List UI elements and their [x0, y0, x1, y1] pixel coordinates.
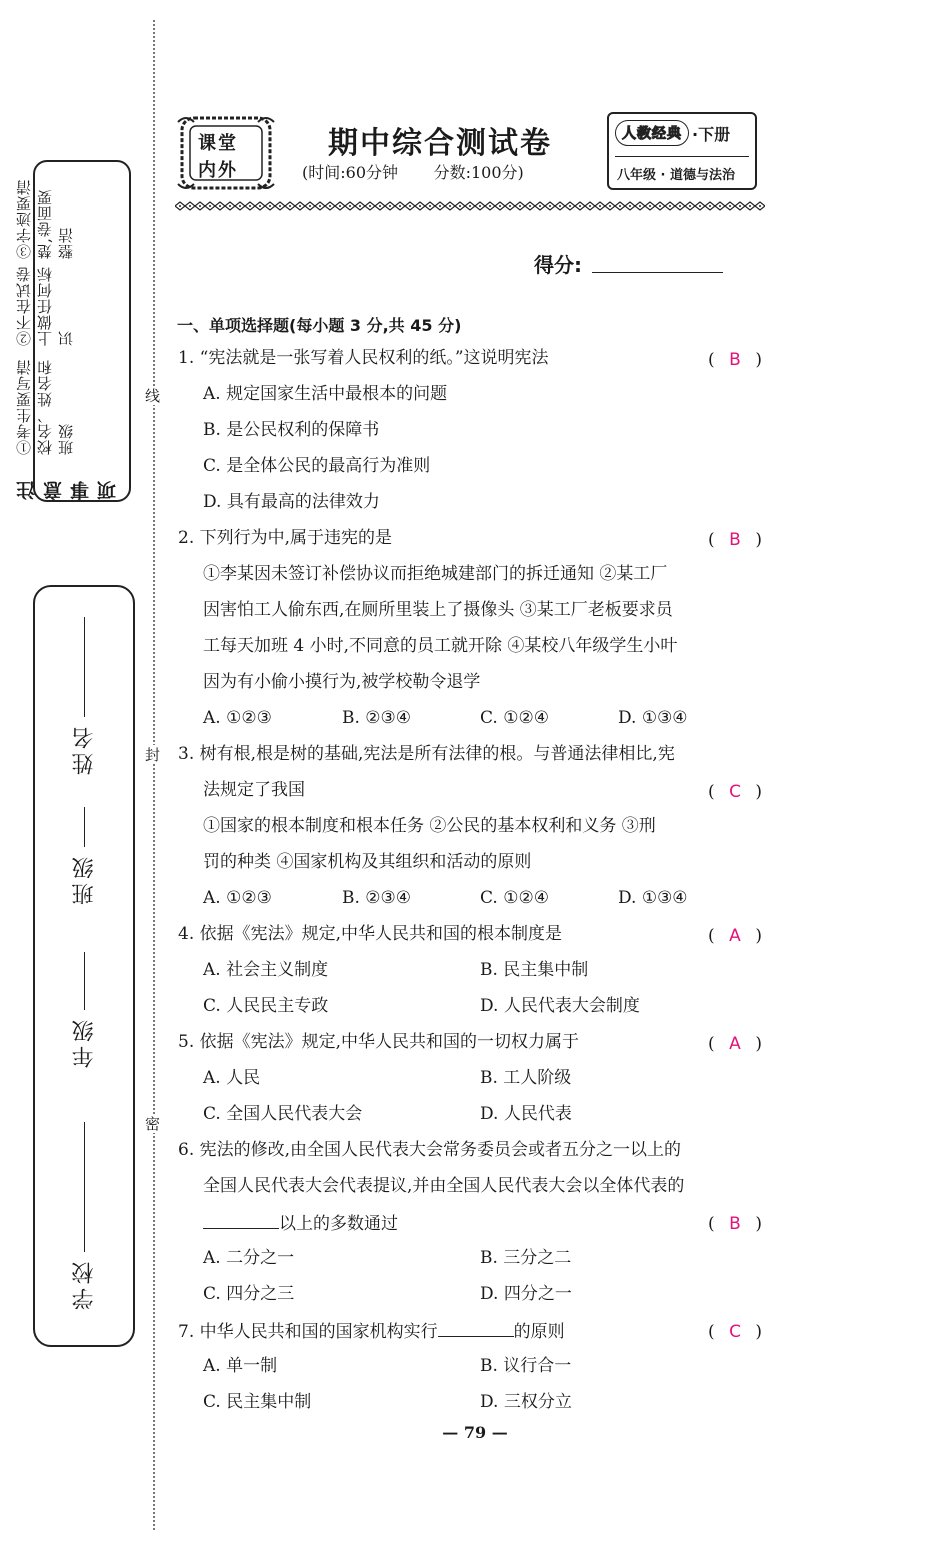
- option: A. 规定国家生活中最根本的问题: [203, 384, 448, 404]
- answer-letter: B: [729, 350, 741, 370]
- option: B. 工人阶级: [480, 1068, 572, 1088]
- question-3-stem-cont: 法规定了我国: [203, 780, 305, 800]
- question-3-item-line: 罚的种类 ④国家机构及其组织和活动的原则: [203, 852, 532, 872]
- student-info-box: [33, 585, 135, 1347]
- answer-letter: A: [729, 1034, 741, 1054]
- bind-mark-feng: 封: [143, 747, 161, 762]
- question-6-stem-end: 以上的多数通过: [203, 1214, 398, 1233]
- option: C. 全国人民代表大会: [203, 1104, 363, 1124]
- badge-series-name: 人教经典: [615, 120, 689, 146]
- question-5-answer: ( A ): [708, 1034, 762, 1054]
- logo-text-top: 课堂: [198, 133, 238, 154]
- option: D. 三权分立: [480, 1392, 572, 1412]
- question-2-stem: 2. 下列行为中,属于违宪的是: [178, 528, 393, 548]
- logo-text-bottom: 内外: [198, 160, 238, 181]
- question-6-stem: 6. 宪法的修改,由全国人民代表大会常务委员会或者五分之一以上的: [178, 1140, 682, 1160]
- option: B. 三分之二: [480, 1248, 572, 1268]
- bind-mark-mi: 密: [143, 1116, 161, 1131]
- score-label: 得分:: [534, 253, 582, 277]
- school-write-line[interactable]: [84, 1122, 85, 1252]
- badge-subject: 八年级 · 道德与法治: [617, 168, 735, 183]
- question-6-stem-cont: 全国人民代表大会代表提议,并由全国人民代表大会以全体代表的: [203, 1176, 685, 1196]
- option: A. ①②③: [203, 888, 272, 908]
- option: C. ①②④: [480, 888, 549, 908]
- option: B. 是公民权利的保障书: [203, 420, 380, 440]
- ornament-divider: [175, 201, 765, 211]
- school-field[interactable]: [35, 1122, 133, 1310]
- notice-title: 注意事项: [16, 478, 119, 500]
- option: C. 四分之三: [203, 1284, 295, 1304]
- class-field[interactable]: [35, 807, 133, 905]
- question-3-stem: 3. 树有根,根是树的基础,宪法是所有法律的根。与普通法律相比,宪: [178, 744, 675, 764]
- exam-meta: (时间:60分钟 分数:100分): [302, 163, 524, 182]
- question-1-stem: 1. “宪法就是一张写着人民权利的纸。”这说明宪法: [178, 348, 549, 368]
- class-label: 班级: [71, 853, 97, 905]
- notice-item: ②不在试卷上做任何标识: [15, 265, 75, 346]
- answer-letter: C: [729, 1322, 741, 1342]
- answer-letter: A: [729, 926, 741, 946]
- option: D. ①③④: [618, 708, 688, 728]
- fill-blank[interactable]: [438, 1322, 514, 1337]
- option: A. ①②③: [203, 708, 272, 728]
- option: A. 社会主义制度: [203, 960, 329, 980]
- option: D. ①③④: [618, 888, 688, 908]
- option: C. 民主集中制: [203, 1392, 312, 1412]
- option: A. 人民: [203, 1068, 261, 1088]
- answer-letter: C: [729, 782, 741, 802]
- question-2-item-line: ①李某因未签订补偿协议而拒绝城建部门的拆迁通知 ②某工厂: [203, 564, 668, 584]
- option: B. ②③④: [342, 888, 412, 908]
- question-2-answer: ( B ): [708, 530, 762, 550]
- badge-divider: [615, 156, 749, 157]
- name-label: 姓名: [71, 723, 97, 775]
- question-7-stem: 7. 中华人民共和国的国家机构实行 的原则: [178, 1322, 565, 1342]
- fill-blank[interactable]: [203, 1214, 279, 1229]
- answer-letter: B: [729, 1214, 741, 1234]
- question-1-answer: ( B ): [708, 350, 762, 370]
- option: B. 民主集中制: [480, 960, 589, 980]
- class-write-line[interactable]: [84, 807, 85, 847]
- answer-letter: B: [729, 530, 741, 550]
- question-2-item-line: 工每天加班 4 小时,不同意的员工就开除 ④某校八年级学生小叶: [203, 636, 678, 656]
- option: C. 人民民主专政: [203, 996, 329, 1016]
- notice-item: ③字迹要清楚,卷面要整洁: [15, 179, 75, 260]
- question-3-answer: ( C ): [708, 782, 762, 802]
- exam-title: 期中综合测试卷: [328, 126, 552, 161]
- grade-label: 年级: [71, 1016, 97, 1068]
- badge-term: ·下册: [692, 124, 731, 144]
- question-2-item-line: 因害怕工人偷东西,在厕所里装上了摄像头 ③某工厂老板要求员: [203, 600, 673, 620]
- notice-box: [15, 160, 131, 502]
- notice-item: ①考生要写清校名、姓名和班级: [15, 358, 75, 455]
- bind-mark-xian: 线: [143, 388, 161, 403]
- logo-seal: [176, 112, 276, 194]
- option: A. 二分之一: [203, 1248, 295, 1268]
- question-2-item-line: 因为有小偷小摸行为,被学校勒令退学: [203, 672, 481, 692]
- question-6-answer: ( B ): [708, 1214, 762, 1234]
- option: D. 人民代表大会制度: [480, 996, 640, 1016]
- grade-write-line[interactable]: [84, 952, 85, 1010]
- question-4-answer: ( A ): [708, 926, 762, 946]
- question-3-item-line: ①国家的根本制度和根本任务 ②公民的基本权利和义务 ③刑: [203, 816, 656, 836]
- option: B. ②③④: [342, 708, 412, 728]
- question-5-stem: 5. 依据《宪法》规定,中华人民共和国的一切权力属于: [178, 1032, 580, 1052]
- series-badge: [607, 112, 757, 190]
- option: D. 四分之一: [480, 1284, 572, 1304]
- option: D. 人民代表: [480, 1104, 572, 1124]
- binding-dotted-line: [153, 20, 155, 1530]
- question-4-stem: 4. 依据《宪法》规定,中华人民共和国的根本制度是: [178, 924, 563, 944]
- name-write-line[interactable]: [84, 617, 85, 717]
- page-number: — 79 —: [442, 1423, 508, 1442]
- school-label: 学校: [71, 1258, 97, 1310]
- option: B. 议行合一: [480, 1356, 572, 1376]
- option: A. 单一制: [203, 1356, 278, 1376]
- option: D. 具有最高的法律效力: [203, 492, 380, 512]
- name-field[interactable]: [35, 617, 133, 775]
- score-input-line[interactable]: [592, 272, 723, 273]
- option: C. ①②④: [480, 708, 549, 728]
- question-7-answer: ( C ): [708, 1322, 762, 1342]
- grade-field[interactable]: [35, 952, 133, 1068]
- section-title: 一、单项选择题(每小题 3 分,共 45 分): [177, 316, 462, 335]
- option: C. 是全体公民的最高行为准则: [203, 456, 431, 476]
